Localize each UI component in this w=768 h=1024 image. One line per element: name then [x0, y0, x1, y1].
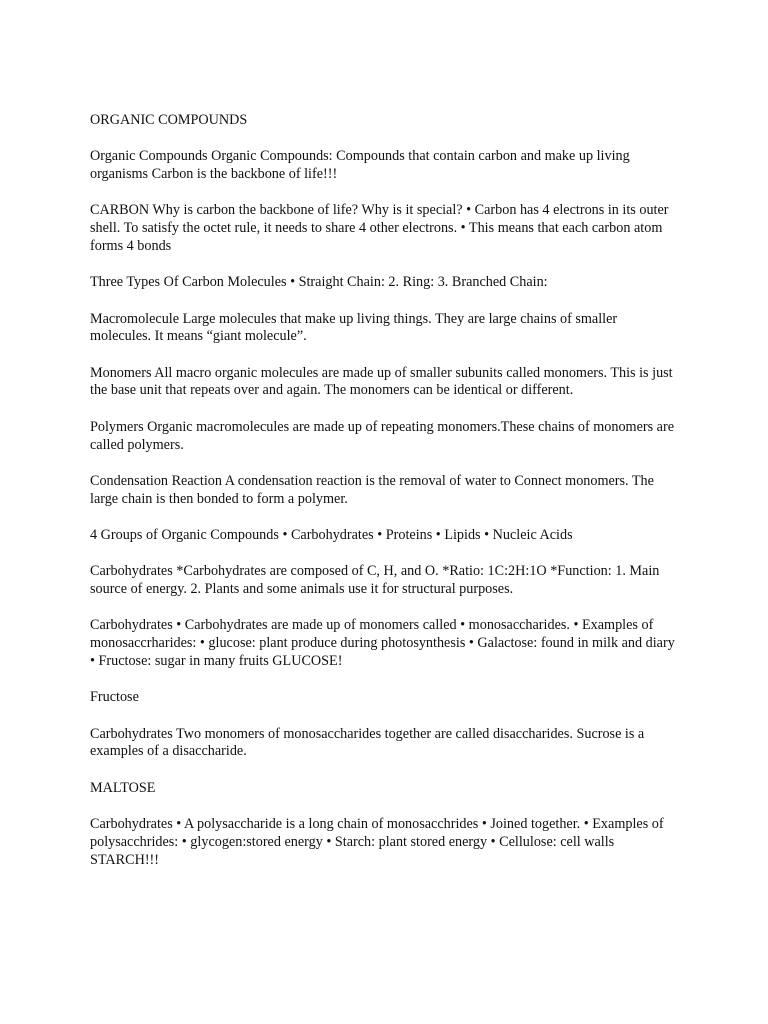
- document-title: ORGANIC COMPOUNDS: [90, 112, 248, 128]
- paragraph-carbon-molecule-types: Three Types Of Carbon Molecules • Straight Chain: 2. Ring: 3. Branched Chain:: [90, 274, 548, 291]
- paragraph-maltose: MALTOSE: [90, 779, 156, 796]
- paragraph-disaccharides: Carbohydrates Two monomers of monosaccharides together are called disaccharides. Sucrose is a examples of a disaccharide.: [90, 725, 645, 760]
- paragraph-polymers: Polymers Organic macromolecules are made up of repeating monomers.These chains of monomers are called polymers.: [90, 418, 674, 453]
- paragraph-carbon: CARBON Why is carbon the backbone of life? Why is it special? • Carbon has 4 electrons in its outer shell. To satisfy the octet rule, it needs to share 4 other electrons. • This means that each carbon atom forms 4 bonds: [90, 202, 669, 254]
- paragraph-macromolecule: Macromolecule Large molecules that make up living things. They are large chains of smaller molecules. It means “giant molecule”.: [90, 310, 618, 345]
- paragraph-carbohydrates-composition: Carbohydrates *Carbohydrates are composed of C, H, and O. *Ratio: 1C:2H:1O *Function: 1. Main source of energy. 2. Plants and some animals use it for structural purposes.: [90, 563, 660, 598]
- paragraph-monosaccharides: Carbohydrates • Carbohydrates are made up of monomers called • monosaccharides. • Examples of monosaccrharides: • glucose: plant produce during photosynthesis • Galactose: found in milk and diary • Fructose: sugar in many fruits GLUCOSE!: [90, 617, 675, 669]
- paragraph-organic-compounds: Organic Compounds Organic Compounds: Compounds that contain carbon and make up living organisms Carbon is the backbone of life!!!: [90, 148, 630, 183]
- paragraph-condensation-reaction: Condensation Reaction A condensation reaction is the removal of water to Connect monomers. The large chain is then bonded to form a polymer.: [90, 472, 654, 507]
- paragraph-fructose: Fructose: [90, 689, 139, 706]
- paragraph-organic-groups: 4 Groups of Organic Compounds • Carbohydrates • Proteins • Lipids • Nucleic Acids: [90, 526, 573, 543]
- paragraph-polysaccharides: Carbohydrates • A polysaccharide is a long chain of monosacchrides • Joined together. • Examples of polysacchrides: • glycogen:stored energy • Starch: plant stored energy • Cellulose: cell walls STARCH!!!: [90, 815, 664, 868]
- paragraph-monomers: Monomers All macro organic molecules are made up of smaller subunits called monomers. This is just the base unit that repeats over and again. The monomers can be identical or different.: [90, 364, 673, 399]
